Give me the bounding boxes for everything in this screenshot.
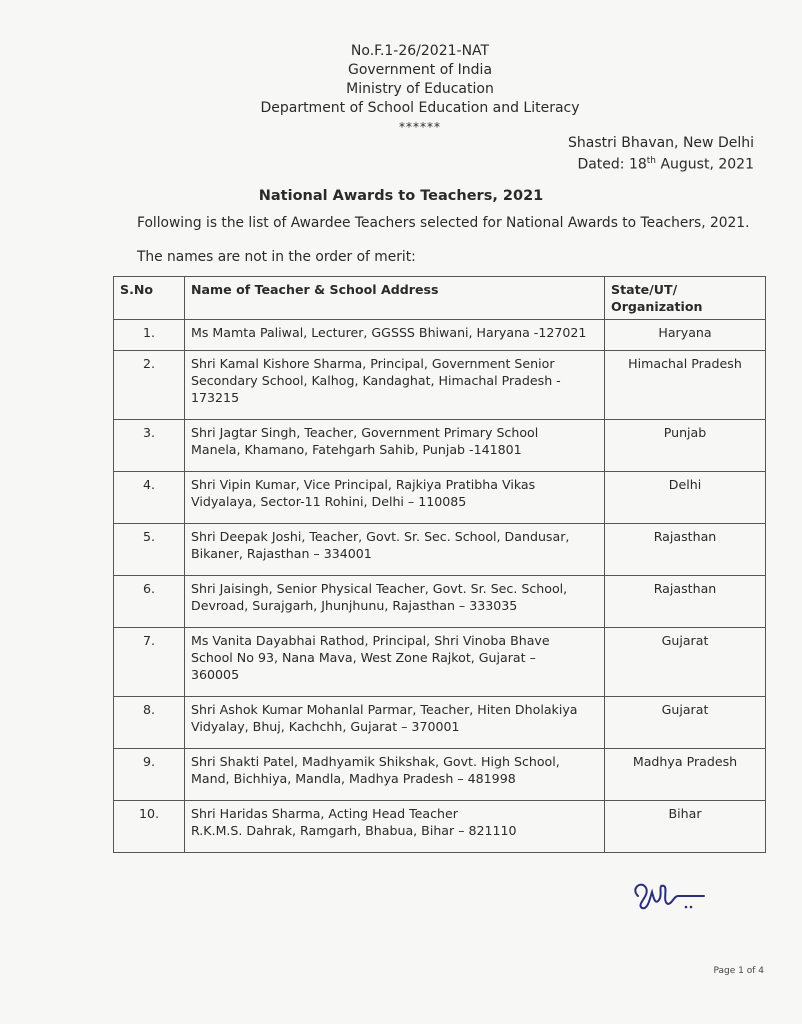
name-line: Shri Jagtar Singh, Teacher, Government Primary School	[191, 425, 539, 440]
date: Dated: 18th August, 2021	[577, 156, 754, 173]
header-state: State/UT/ Organization	[605, 277, 766, 320]
ministry-name: Ministry of Education	[346, 81, 494, 97]
row-teacher-name	[185, 351, 605, 420]
row-sno: 8.	[114, 697, 185, 749]
name-line: Manela, Khamano, Fatehgarh Sahib, Punjab -141801	[191, 442, 522, 457]
row-sno: 6.	[114, 576, 185, 628]
table-row	[114, 697, 766, 749]
table-row	[114, 576, 766, 628]
header-separator: ******	[399, 120, 441, 134]
row-sno: 2.	[114, 351, 185, 420]
document-title: National Awards to Teachers, 2021	[258, 188, 544, 204]
name-line: Shri Deepak Joshi, Teacher, Govt. Sr. Sec. School, Dandusar,	[191, 529, 570, 544]
name-line: Shri Ashok Kumar Mohanlal Parmar, Teacher, Hiten Dholakiya	[191, 702, 578, 717]
row-sno: 10.	[114, 801, 185, 853]
row-teacher-name	[185, 472, 605, 524]
row-sno: 1.	[114, 320, 185, 351]
place-and-date	[568, 134, 754, 174]
awardee-table	[113, 276, 766, 853]
intro-text: Following is the list of Awardee Teachers selected for National Awards to Teachers, 2021.	[137, 215, 750, 231]
location: Shastri Bhavan, New Delhi	[568, 135, 754, 151]
department-name: Department of School Education and Literacy	[260, 100, 580, 116]
table-header-row	[114, 277, 766, 320]
name-line: Secondary School, Kalhog, Kandaghat, Himachal Pradesh -	[191, 373, 561, 388]
row-teacher-name	[185, 576, 605, 628]
name-line: Bikaner, Rajasthan – 334001	[191, 546, 372, 561]
row-state: Haryana	[605, 320, 766, 351]
row-state: Delhi	[605, 472, 766, 524]
row-state: Rajasthan	[605, 524, 766, 576]
row-state: Bihar	[605, 801, 766, 853]
row-sno: 9.	[114, 749, 185, 801]
name-line: School No 93, Nana Mava, West Zone Rajkot, Gujarat –	[191, 650, 536, 665]
name-line: Shri Shakti Patel, Madhyamik Shikshak, Govt. High School,	[191, 754, 560, 769]
name-line: Devroad, Surajgarh, Jhunjhunu, Rajasthan – 333035	[191, 598, 518, 613]
table-row	[114, 472, 766, 524]
table-row	[114, 801, 766, 853]
row-state: Rajasthan	[605, 576, 766, 628]
table-row	[114, 351, 766, 420]
letter-header	[200, 42, 640, 137]
header-name: Name of Teacher & School Address	[185, 277, 605, 320]
header-sno: S.No	[114, 277, 185, 320]
table-row	[114, 320, 766, 351]
name-line: 360005	[191, 667, 240, 682]
row-state: Gujarat	[605, 628, 766, 697]
name-line: Ms Mamta Paliwal, Lecturer, GGSSS Bhiwani, Haryana -127021	[191, 325, 587, 340]
government-name: Government of India	[347, 62, 493, 78]
row-state: Punjab	[605, 420, 766, 472]
row-sno: 5.	[114, 524, 185, 576]
table-row	[114, 524, 766, 576]
row-state: Madhya Pradesh	[605, 749, 766, 801]
signature	[628, 874, 718, 914]
row-teacher-name	[185, 697, 605, 749]
merit-note: The names are not in the order of merit:	[137, 249, 416, 265]
table-row	[114, 420, 766, 472]
row-sno: 7.	[114, 628, 185, 697]
row-sno: 4.	[114, 472, 185, 524]
row-sno: 3.	[114, 420, 185, 472]
row-teacher-name	[185, 749, 605, 801]
row-teacher-name	[185, 420, 605, 472]
table-row	[114, 628, 766, 697]
row-state: Gujarat	[605, 697, 766, 749]
name-line: Mand, Bichhiya, Mandla, Madhya Pradesh – 481998	[191, 771, 516, 786]
name-line: 173215	[191, 390, 240, 405]
row-teacher-name	[185, 801, 605, 853]
row-teacher-name	[185, 320, 605, 351]
name-line: Ms Vanita Dayabhai Rathod, Principal, Shri Vinoba Bhave	[191, 633, 550, 648]
page-number: Page 1 of 4	[713, 966, 764, 976]
table-row	[114, 749, 766, 801]
reference-number: No.F.1-26/2021-NAT	[350, 43, 490, 59]
name-line: Vidyalay, Bhuj, Kachchh, Gujarat – 370001	[191, 719, 460, 734]
row-state: Himachal Pradesh	[605, 351, 766, 420]
name-line: Shri Kamal Kishore Sharma, Principal, Government Senior	[191, 356, 555, 371]
name-line: Shri Haridas Sharma, Acting Head Teacher	[191, 806, 458, 821]
name-line: Vidyalaya, Sector-11 Rohini, Delhi – 110085	[191, 494, 467, 509]
row-teacher-name	[185, 628, 605, 697]
name-line: Shri Vipin Kumar, Vice Principal, Rajkiya Pratibha Vikas	[191, 477, 536, 492]
name-line: Shri Jaisingh, Senior Physical Teacher, Govt. Sr. Sec. School,	[191, 581, 568, 596]
row-teacher-name	[185, 524, 605, 576]
name-line: R.K.M.S. Dahrak, Ramgarh, Bhabua, Bihar – 821110	[191, 823, 517, 838]
